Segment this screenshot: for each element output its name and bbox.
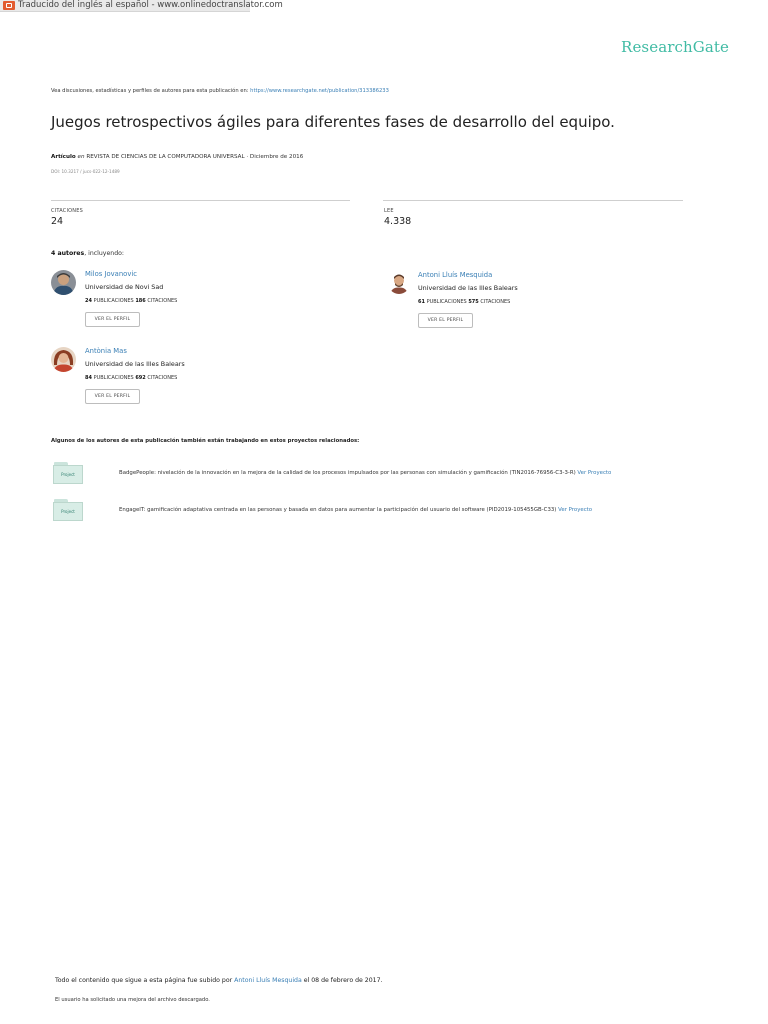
upload-suffix: el 08 de febrero de 2017. [303, 977, 383, 984]
see-discussions-line [51, 88, 389, 94]
project-item [119, 470, 611, 476]
reads-count: 4.338 [384, 216, 412, 227]
author-name-link[interactable]: Milos Jovanovic [85, 270, 137, 278]
view-project-link[interactable]: Ver Proyecto [577, 470, 612, 476]
see-discussions-text: Vea discusiones, estadísticas y perfiles de autores para esta publicación en: [51, 88, 249, 94]
publication-type: Artículo [51, 154, 76, 160]
publication-date: · Diciembre de 2016 [246, 154, 304, 160]
author-citations-count: 186 [135, 298, 146, 304]
author-stats [85, 375, 177, 381]
reads-label: LEE [384, 208, 394, 214]
author-institution: Universidad de las Illes Balears [418, 284, 518, 292]
author-publications-label: PUBLICACIONES [426, 299, 467, 305]
authors-summary [51, 250, 124, 257]
researchgate-logo[interactable]: ResearchGate [621, 38, 729, 56]
view-project-link[interactable]: Ver Proyecto [558, 507, 593, 513]
publication-url-link[interactable]: https://www.researchgate.net/publication/313386233 [250, 88, 389, 94]
author-publications-count: 84 [85, 375, 92, 381]
related-projects-heading: Algunos de los autores de esta publicación también están trabajando en estos proyectos relacionados: [51, 438, 360, 444]
author-institution: Universidad de Novi Sad [85, 283, 164, 291]
pdf-translate-icon [3, 1, 15, 10]
avatar-photo-icon [51, 347, 76, 372]
publication-meta [51, 154, 303, 160]
author-card [384, 271, 684, 341]
citations-divider [51, 200, 350, 201]
journal-name: REVISTA DE CIENCIAS DE LA COMPUTADORA UNIVERSAL [86, 154, 245, 160]
author-avatar[interactable] [51, 347, 76, 372]
project-description: BadgePeople: nivelación de la innovación en la mejora de la calidad de los procesos impulsados por las personas con simulación y gamificación (TIN2016-76956-C3-3-R) [119, 470, 576, 476]
author-citations-count: 575 [468, 299, 479, 305]
view-profile-button[interactable]: VER EL PERFIL [85, 389, 140, 404]
avatar-photo-icon [51, 270, 76, 295]
author-avatar[interactable] [388, 272, 410, 294]
publication-title: Juegos retrospectivos ágiles para diferentes fases de desarrollo del equipo. [51, 113, 615, 131]
project-description: EngageIT: gamificación adaptativa centrada en las personas y basada en datos para aumentar la participación del usuario del software (PID2019-105455GB-C33) [119, 507, 557, 513]
publication-in: en [77, 154, 85, 160]
download-note: El usuario ha solicitado una mejora del archivo descargado. [55, 997, 210, 1003]
author-card [51, 347, 351, 417]
author-publications-label: PUBLICACIONES [93, 298, 134, 304]
translator-bar-text: Traducido del inglés al español - www.onlinedoctranslator.com [18, 0, 283, 10]
author-citations-label: CITACIONES [147, 298, 178, 304]
view-profile-button[interactable]: VER EL PERFIL [85, 312, 140, 327]
author-card [51, 270, 351, 340]
citations-count: 24 [51, 216, 64, 227]
author-name-link[interactable]: Antònia Mas [85, 347, 127, 355]
author-citations-label: CITACIONES [147, 375, 178, 381]
view-profile-button[interactable]: VER EL PERFIL [418, 313, 473, 328]
translator-bar[interactable] [0, 0, 283, 12]
authors-including: , incluyendo: [84, 250, 124, 257]
project-icon-label: Project [53, 465, 83, 484]
uploader-link[interactable]: Antoni Lluís Mesquida [234, 977, 302, 984]
author-stats [85, 298, 177, 304]
project-folder-icon[interactable] [53, 499, 83, 521]
author-citations-count: 692 [135, 375, 146, 381]
author-stats [418, 299, 510, 305]
reads-divider [383, 200, 683, 201]
doi-text: DOI: 10.3217 / jucs-022-12-1489 [51, 169, 120, 174]
author-institution: Universidad de las Illes Balears [85, 360, 185, 368]
author-publications-label: PUBLICACIONES [93, 375, 134, 381]
project-icon-label: Project [53, 502, 83, 521]
upload-info [55, 977, 383, 984]
citations-label: CITACIONES [51, 208, 83, 214]
author-avatar[interactable] [51, 270, 76, 295]
author-name-link[interactable]: Antoni Lluís Mesquida [418, 271, 493, 279]
authors-count: 4 autores [51, 250, 85, 257]
project-folder-icon[interactable] [53, 462, 83, 484]
author-publications-count: 24 [85, 298, 92, 304]
author-publications-count: 61 [418, 299, 425, 305]
author-citations-label: CITACIONES [480, 299, 511, 305]
project-item [119, 507, 592, 513]
upload-prefix: Todo el contenido que sigue a esta página fue subido por [55, 977, 233, 984]
avatar-photo-icon [388, 272, 410, 294]
